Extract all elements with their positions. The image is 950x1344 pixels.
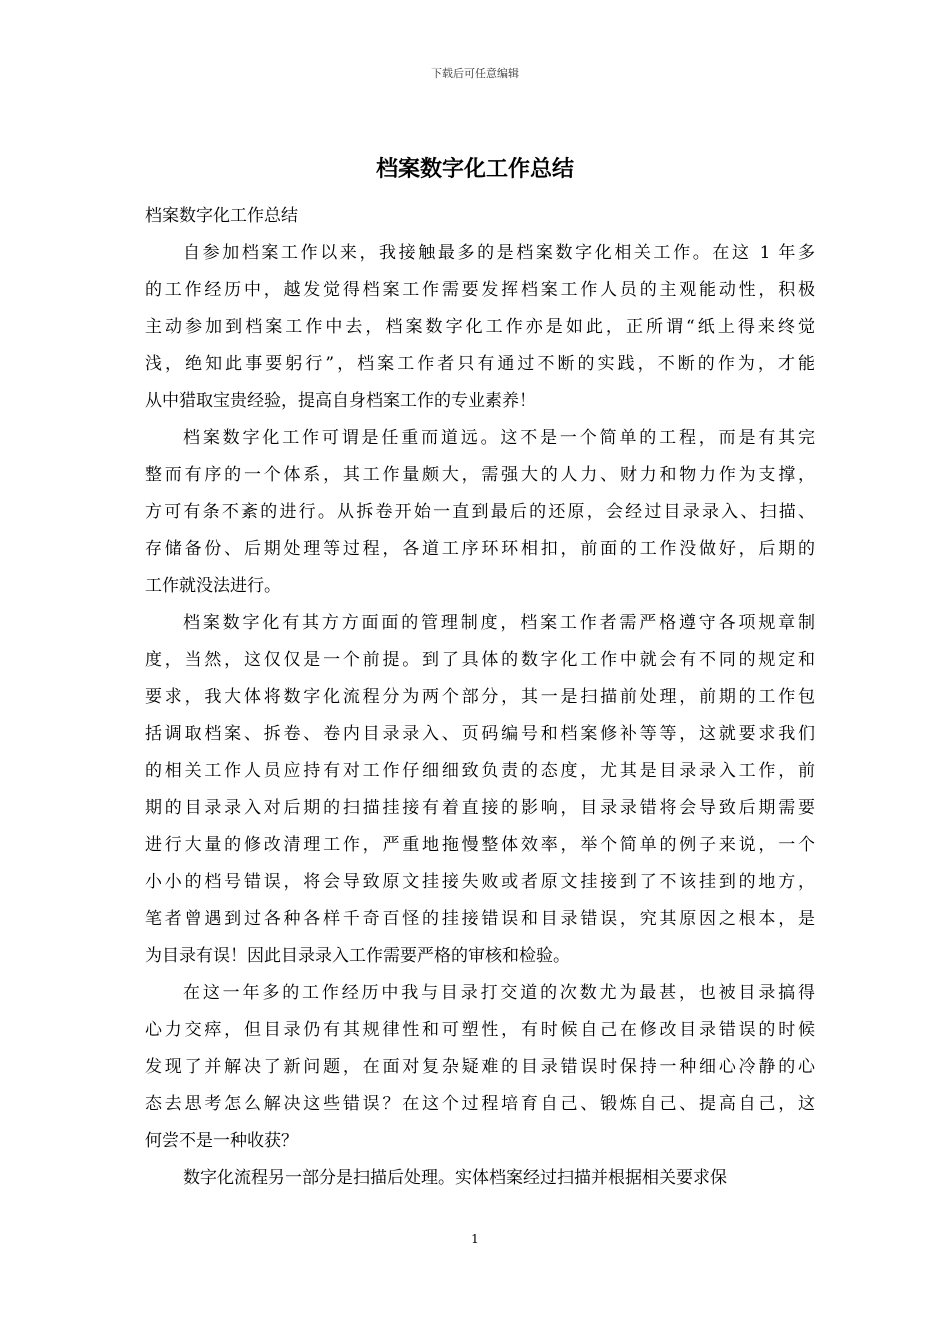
paragraph-line: 的工作经历中，越发觉得档案工作需要发挥档案工作人员的主观能动性，积极 [145, 280, 815, 300]
page-header-note: 下载后可任意编辑 [431, 67, 519, 80]
body-paragraph [145, 605, 815, 975]
body-paragraph [145, 1160, 815, 1197]
paragraph-line: 度，当然，这仅仅是一个前提。到了具体的数字化工作中就会有不同的规定和 [145, 650, 815, 670]
paragraph-line: 工作就没法进行。 [145, 576, 281, 596]
paragraph-line: 的相关工作人员应持有对工作仔细细致负责的态度，尤其是目录录入工作，前 [145, 761, 815, 781]
paragraph-line: 进行大量的修改清理工作，严重地拖慢整体效率，举个简单的例子来说，一个 [145, 835, 815, 855]
paragraph-list [145, 235, 815, 1197]
paragraph-line: 方可有条不紊的进行。从拆卷开始一直到最后的还原，会经过目录录入、扫描、 [145, 502, 815, 522]
paragraph-line: 态去思考怎么解决这些错误？在这个过程培育自己、锻炼自己、提高自己，这 [145, 1094, 815, 1114]
paragraph-line: 从中猎取宝贵经验，提高自身档案工作的专业素养！ [145, 391, 536, 411]
document-subtitle: 档案数字化工作总结 [145, 206, 298, 226]
body-paragraph [145, 975, 815, 1160]
body-paragraph [145, 420, 815, 605]
paragraph-line: 心力交瘁，但目录仍有其规律性和可塑性，有时候自己在修改目录错误的时候 [145, 1020, 815, 1040]
paragraph-line: 存储备份、后期处理等过程，各道工序环环相扣，前面的工作没做好，后期的 [145, 539, 815, 559]
paragraph-line: 档案数字化工作可谓是任重而道远。这不是一个简单的工程，而是有其完 [183, 428, 815, 448]
paragraph-line: 发现了并解决了新问题，在面对复杂疑难的目录错误时保持一种细心冷静的心 [145, 1057, 815, 1077]
paragraph-line: 笔者曾遇到过各种各样千奇百怪的挂接错误和目录错误，究其原因之根本，是 [145, 909, 815, 929]
paragraph-line: 主动参加到档案工作中去，档案数字化工作亦是如此，正所谓“纸上得来终觉 [145, 317, 815, 337]
document-title: 档案数字化工作总结 [375, 156, 574, 182]
body-paragraph [145, 235, 815, 420]
paragraph-line: 为目录有误！因此目录录入工作需要严格的审核和检验。 [145, 946, 570, 966]
document-body [145, 198, 815, 1197]
paragraph-line: 自参加档案工作以来，我接触最多的是档案数字化相关工作。在这 1 年多 [183, 243, 815, 263]
paragraph-line: 小小的档号错误，将会导致原文挂接失败或者原文挂接到了不该挂到的地方， [145, 872, 815, 892]
paragraph-line: 在这一年多的工作经历中我与目录打交道的次数尤为最甚，也被目录搞得 [183, 983, 815, 1003]
paragraph-line: 数字化流程另一部分是扫描后处理。实体档案经过扫描并根据相关要求保 [183, 1168, 727, 1188]
page-number: 1 [471, 1232, 479, 1246]
paragraph-line: 要求，我大体将数字化流程分为两个部分，其一是扫描前处理，前期的工作包 [145, 687, 815, 707]
paragraph-line: 括调取档案、拆卷、卷内目录录入、页码编号和档案修补等等，这就要求我们 [145, 724, 815, 744]
paragraph-line: 档案数字化有其方方面面的管理制度，档案工作者需严格遵守各项规章制 [183, 613, 815, 633]
paragraph-line: 浅，绝知此事要躬行”，档案工作者只有通过不断的实践，不断的作为，才能 [145, 354, 815, 374]
paragraph-line: 何尝不是一种收获？ [145, 1131, 298, 1151]
paragraph-line: 整而有序的一个体系，其工作量颇大，需强大的人力、财力和物力作为支撑， [145, 465, 815, 485]
paragraph-line: 期的目录录入对后期的扫描挂接有着直接的影响，目录录错将会导致后期需要 [145, 798, 815, 818]
